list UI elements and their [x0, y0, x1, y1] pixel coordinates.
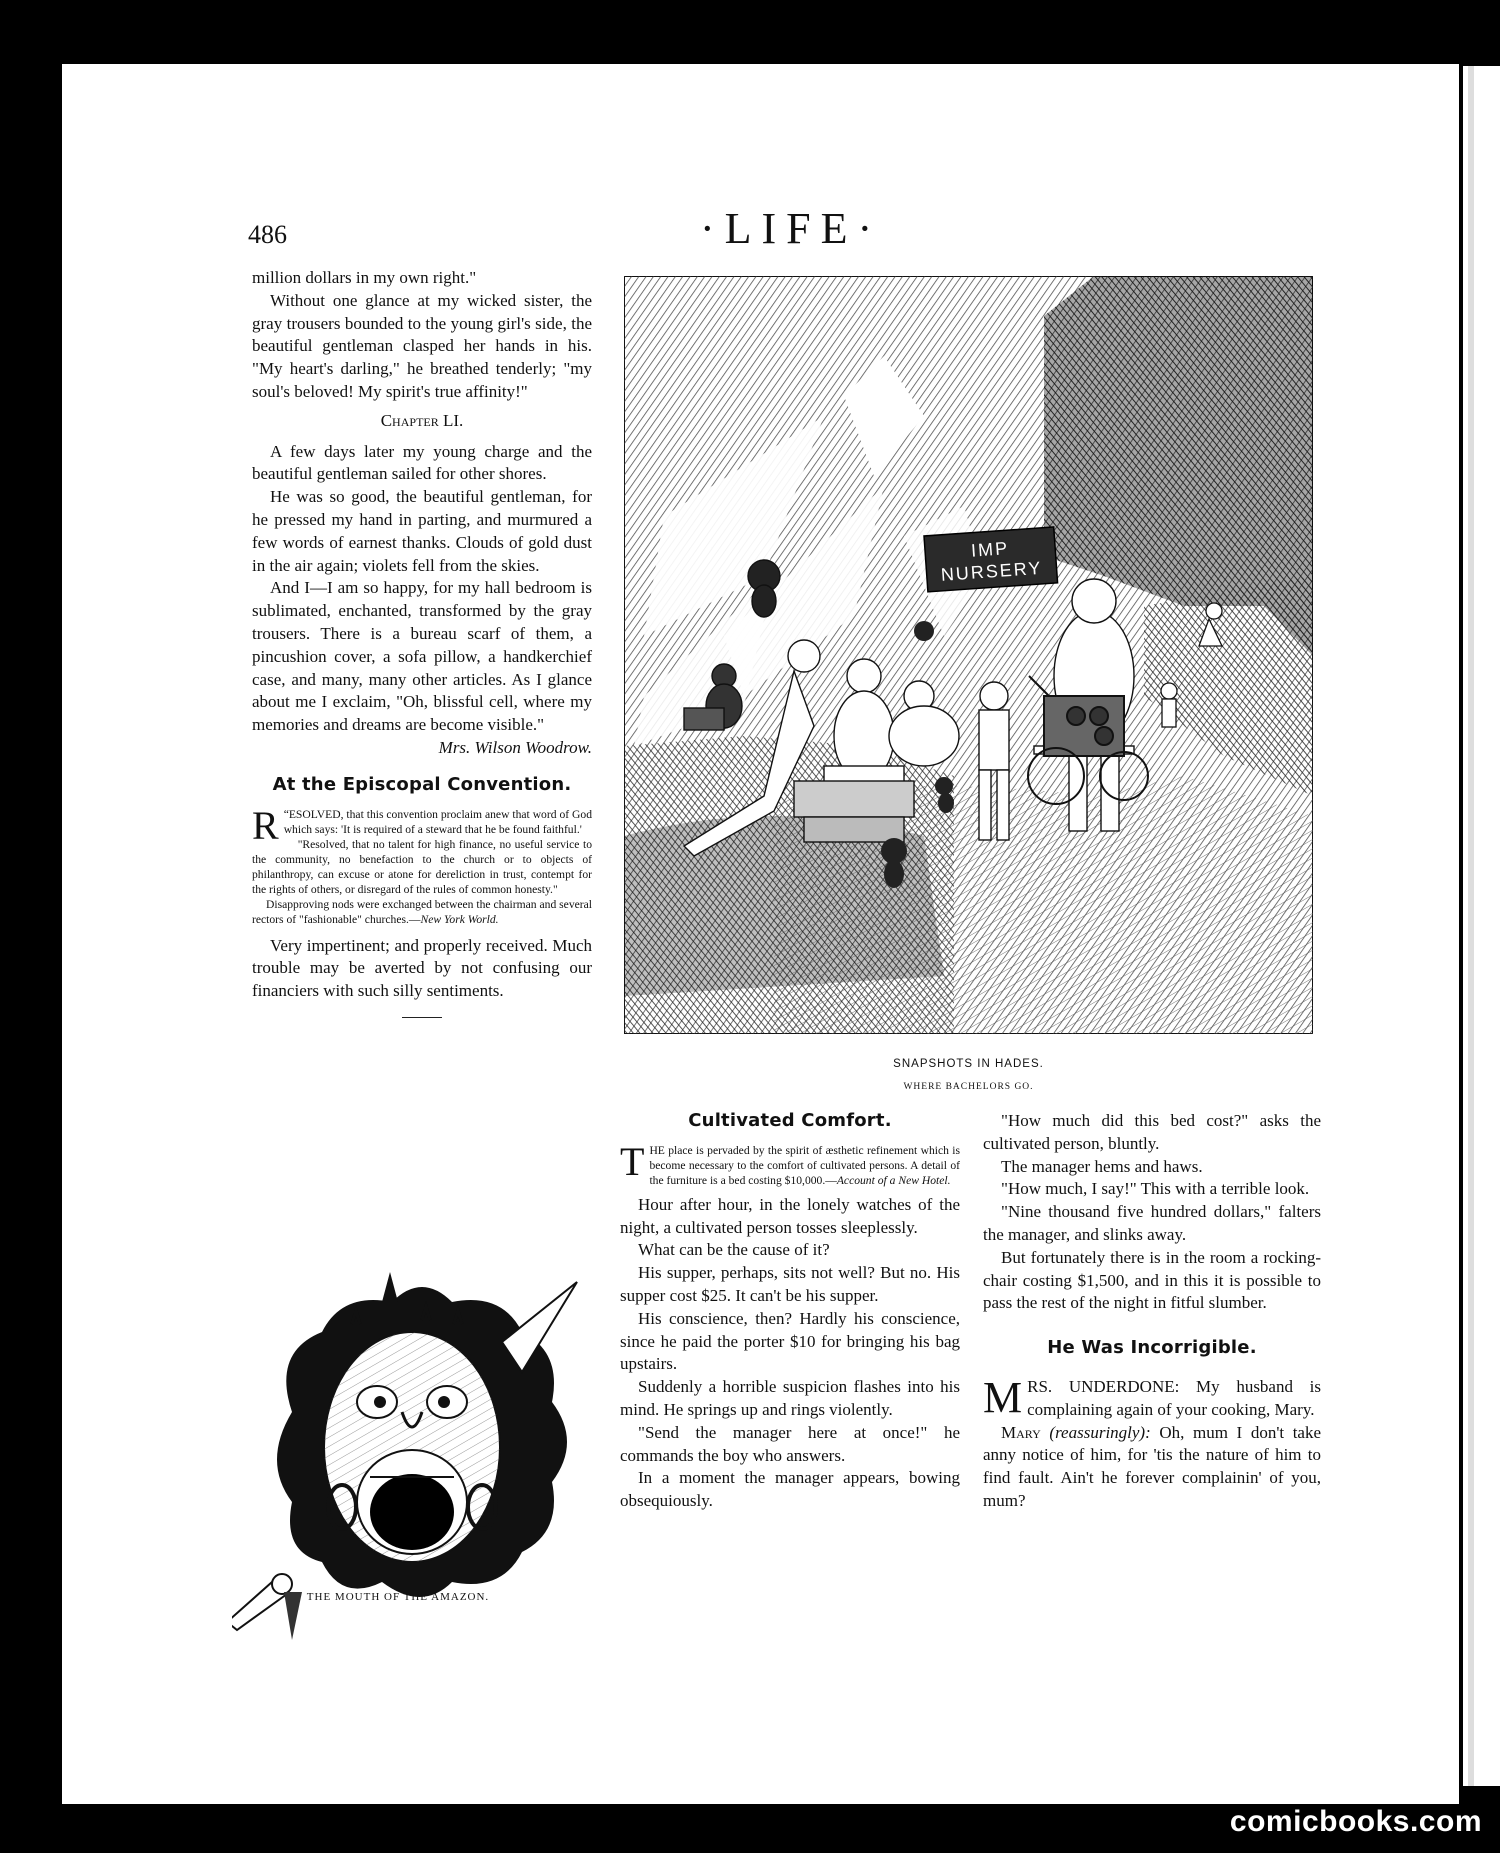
paragraph-text: And I—I am so happy, for my hall bedroom is sublimated, enchanted, transformed by the gray trousers. There is a bureau scarf of them, a pincushion cover, a sofa pillow, a handkerchief case, and many, many other articles. As I glance about me I exclaim, "Oh, blissful cell, where my memories and dreams are become visible.": [252, 578, 592, 735]
masthead-title: ·LIFE·: [700, 204, 883, 253]
quoted-block: [252, 802, 592, 927]
illustration-caption: THE MOUTH OF THE AMAZON.: [306, 1591, 490, 1603]
paragraph: He was so good, the beautiful gentleman, for he pressed my hand in parting, and murmured a few words of earnest thanks. Clouds of gold dust in the air again; violets fell from the skies.: [252, 487, 592, 575]
paragraph: Hour after hour, in the lonely watches of the night, a cultivated person tosses sleeplessly.: [620, 1194, 960, 1237]
paragraph: "Send the manager here at once!" he commands the boy who answers.: [620, 1422, 960, 1465]
sign-text-line2: NURSERY: [940, 557, 1044, 585]
paragraph: "How much did this bed cost?" asks the cultivated person, bluntly.: [983, 1111, 1321, 1153]
stage-direction: (reassuringly):: [1049, 1422, 1151, 1442]
paragraph: Suddenly a horrible suspicion flashes into his mind. He springs up and rings violently.: [620, 1377, 960, 1419]
paragraph: What can be the cause of it?: [638, 1240, 830, 1260]
article-heading: At the Episcopal Convention.: [272, 773, 572, 795]
page-number: 486: [248, 220, 287, 249]
paragraph: Without one glance at my wicked sister, the gray trousers bounded to the young girl's side, the beautiful gentleman clasped her hands in his. "My heart's darling," he breathed tenderly; "my soul's beloved! My spirit's true affinity!": [252, 290, 592, 401]
divider: [402, 1017, 442, 1018]
snapshots-in-hades-illustration: [624, 276, 1313, 1034]
quote-source: New York World.: [420, 912, 499, 926]
sign-text-line1: IMP: [970, 538, 1010, 561]
dialogue-text: Oh, mum I don't take anny notice of him, for 'tis the nature of him to find fault. Ain't he forever complainin' of you, mum?: [983, 1422, 1322, 1510]
article-heading: He Was Incorrigible.: [1047, 1337, 1257, 1359]
quote-text: "Resolved, that no talent for high finance, no useful service to the community, no benefaction to the church or to objects of philanthropy, can excuse or atone for dereliction in trust, contempt for the rights of others, or disregard of the rules of common honesty.": [252, 837, 592, 896]
mouth-of-the-amazon-illustration: [232, 1262, 596, 1642]
quote-source: Account of a New Hotel.: [836, 1173, 951, 1187]
drop-cap: R: [252, 802, 279, 848]
paragraph: The manager hems and haws.: [1001, 1156, 1203, 1176]
quote-mark: “: [283, 807, 289, 821]
drop-cap: M: [983, 1372, 1023, 1422]
column-left: [252, 267, 592, 1018]
speaker-name: Mary: [1001, 1422, 1041, 1442]
chapter-heading: Chapter LI.: [380, 410, 464, 430]
watermark: comicbooks.com: [1229, 1805, 1482, 1838]
paragraph: His supper, perhaps, sits not well? But no. His supper cost $25. It can't be his supper.: [620, 1263, 960, 1305]
article-heading: Cultivated Comfort.: [688, 1110, 892, 1131]
quote-text: HE place is pervaded by the spirit of æsthetic refinement which is become necessary to the comfort of cultivated persons. A detail of the furniture is a bed costing $10,000.—: [649, 1143, 960, 1187]
paragraph: His conscience, then? Hardly his conscience, since he paid the porter $10 for bringing his bag upstairs.: [620, 1308, 960, 1374]
page-gutter-shadow: [1468, 66, 1474, 1786]
dialogue-text: RS. UNDERDONE: My husband is complaining again of your cooking, Mary.: [1027, 1376, 1321, 1419]
paragraph: "How much, I say!" This with a terrible look.: [1001, 1179, 1310, 1199]
quoted-block: [620, 1138, 960, 1188]
paragraph: [252, 577, 592, 757]
paragraph: million dollars in my own right.": [252, 268, 477, 287]
illustration-subcaption: WHERE BACHELORS GO.: [903, 1082, 1034, 1092]
paragraph: But fortunately there is in the room a rocking-chair costing $1,500, and in this it is possible to pass the rest of the night in fitful slumber.: [983, 1247, 1321, 1313]
quote-text: Disapproving nods were exchanged between the chairman and several rectors of "fashionable" churches.—: [252, 897, 592, 926]
drop-cap: T: [620, 1138, 645, 1184]
paragraph: Very impertinent; and properly received. Much trouble may be averted by not confusing our financiers with such silly sentiments.: [252, 935, 592, 1001]
paragraph: A few days later my young charge and the beautiful gentleman sailed for other shores.: [252, 441, 592, 484]
quote-text: ESOLVED, that this convention proclaim anew that word of God which says: 'It is required of a steward that he be found faithful.': [283, 807, 592, 836]
author-signature: Mrs. Wilson Woodrow.: [438, 737, 592, 757]
illustration-caption: SNAPSHOTS IN HADES.: [893, 1058, 1044, 1070]
paragraph: "Nine thousand five hundred dollars," falters the manager, and slinks away.: [983, 1202, 1321, 1244]
dialogue-line: [983, 1422, 1321, 1513]
column-right: [983, 1110, 1321, 1513]
column-middle: [620, 1110, 960, 1513]
paragraph: In a moment the manager appears, bowing obsequiously.: [620, 1468, 960, 1511]
dialogue-line: [983, 1372, 1321, 1422]
